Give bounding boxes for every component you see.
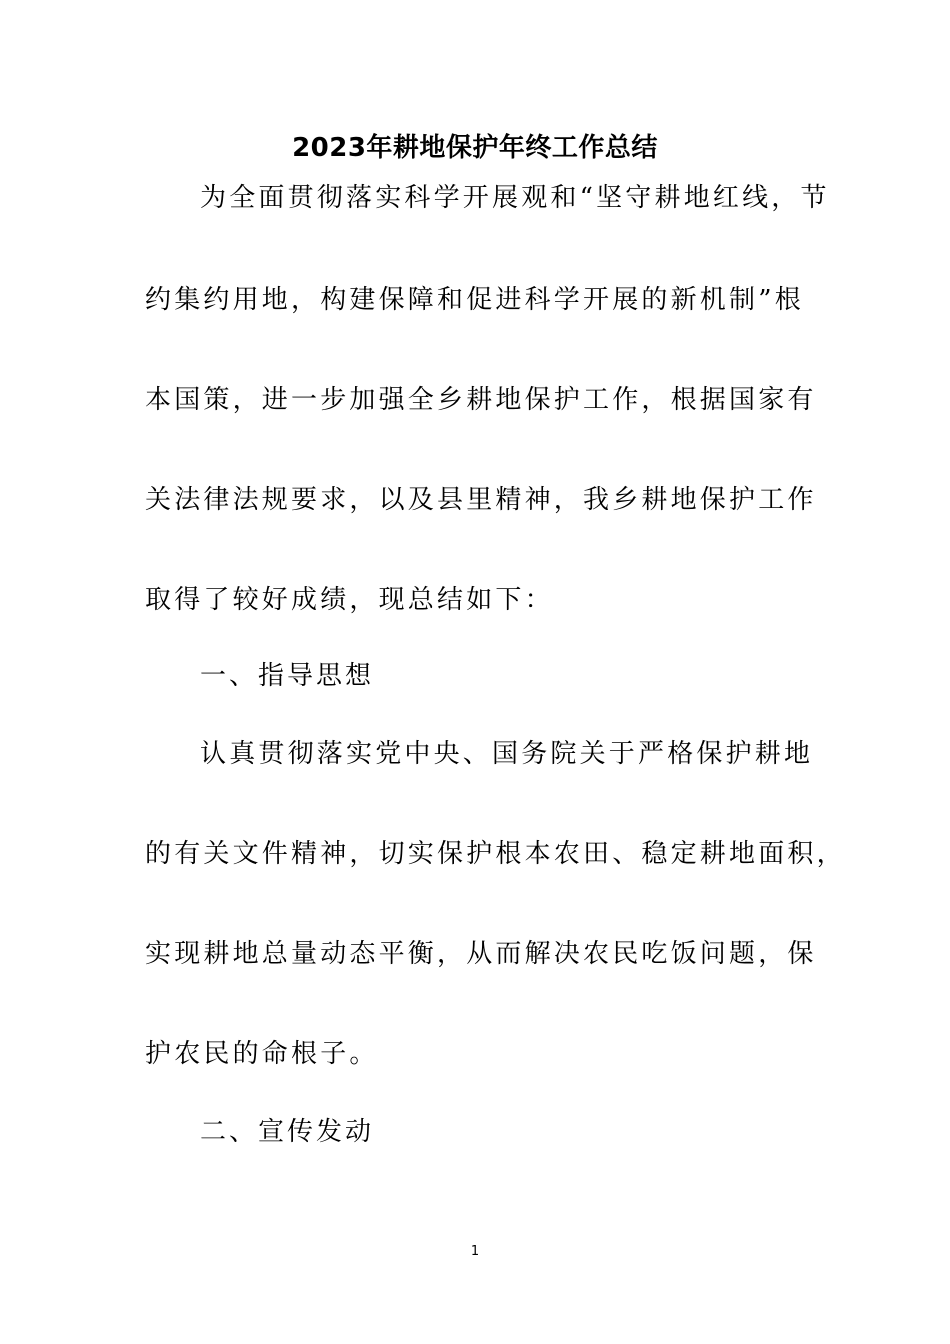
paragraph-1-line-2: 约集约用地，构建保障和促进科学开展的新机制”根: [145, 285, 804, 315]
document-title: 2023年耕地保护年终工作总结: [292, 133, 658, 163]
section-1-heading: 一、指导思想: [200, 661, 375, 691]
paragraph-1-line-1: 为全面贯彻落实科学开展观和“坚守耕地红线，节: [200, 183, 830, 213]
paragraph-2-line-1: 认真贯彻落实党中央、国务院关于严格保护耕地: [200, 739, 814, 769]
paragraph-2-line-4: 护农民的命根子。: [145, 1039, 379, 1069]
page-number: 1: [470, 1244, 480, 1259]
paragraph-1-line-4: 关法律法规要求，以及县里精神，我乡耕地保护工作: [145, 485, 817, 515]
paragraph-2-line-3: 实现耕地总量动态平衡，从而解决农民吃饭问题，保: [145, 939, 817, 969]
paragraph-1-line-3: 本国策，进一步加强全乡耕地保护工作，根据国家有: [145, 385, 817, 415]
paragraph-2-line-2: 的有关文件精神，切实保护根本农田、稳定耕地面积，: [145, 839, 846, 869]
section-2-heading: 二、宣传发动: [200, 1117, 375, 1147]
paragraph-1-line-5: 取得了较好成绩，现总结如下：: [145, 585, 554, 615]
